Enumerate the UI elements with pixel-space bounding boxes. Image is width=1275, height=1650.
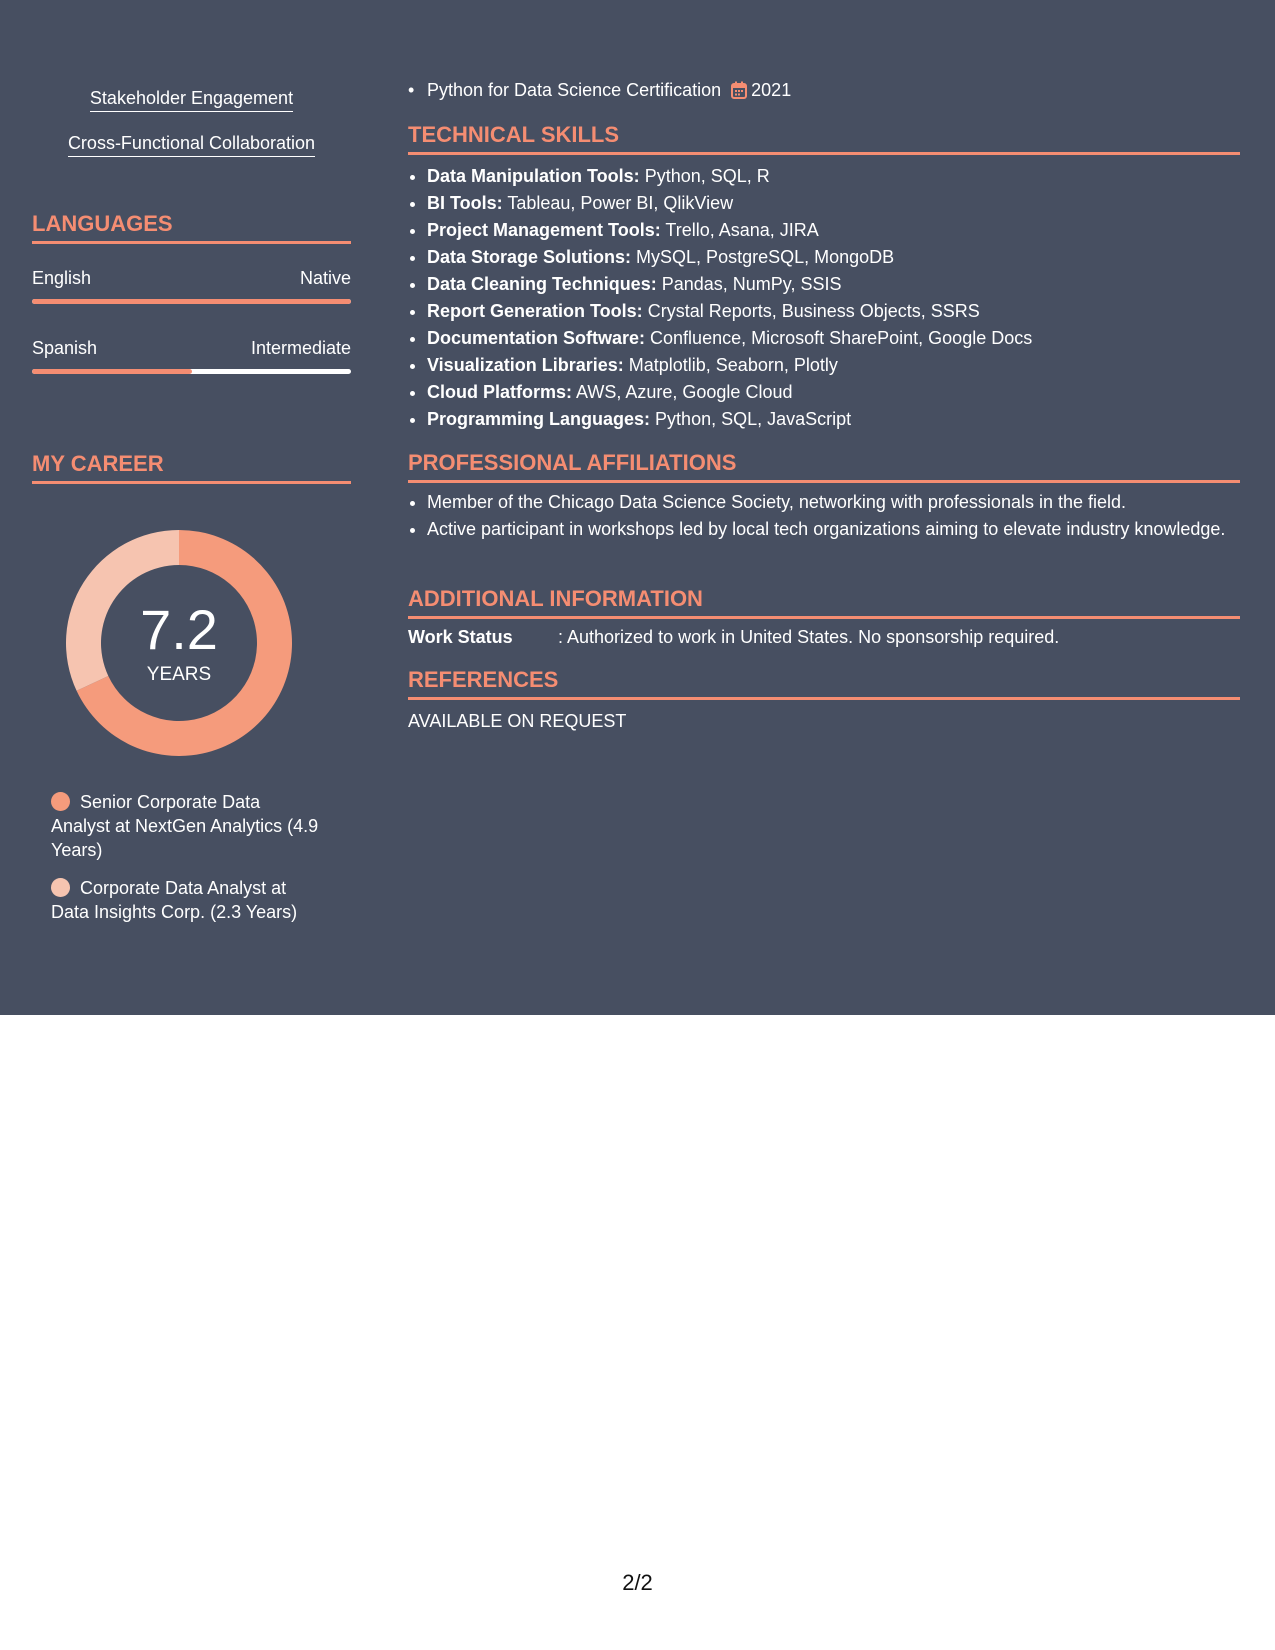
work-status-value: : Authorized to work in United States. No sponsorship required. [558, 627, 1060, 647]
bullet: • [408, 80, 415, 100]
career-donut-chart [66, 530, 292, 756]
list-item [427, 298, 1239, 325]
skill-tag-label: Stakeholder Engagement [90, 88, 293, 112]
references-heading: REFERENCES [408, 667, 1240, 700]
list-item: • Active participant in workshops led by local tech organizations aiming to elevate industry knowledge. [427, 517, 1239, 541]
career-total-years: 7.2 [140, 598, 218, 661]
list-item [427, 163, 1239, 190]
work-status-label: Work Status [408, 627, 513, 647]
language-name: English [32, 268, 92, 288]
calendar-icon [731, 81, 747, 104]
language-proficiency-bar [32, 299, 351, 304]
page-number: 2/2 [622, 1570, 653, 1595]
list-item: • Member of the Chicago Data Science Society, networking with professionals in the field. [427, 490, 1239, 514]
skill-tag [32, 88, 351, 112]
skill-values: Matplotlib, Seaborn, Plotly [628, 355, 838, 375]
skill-category: Documentation Software: [427, 328, 646, 348]
certification-year: 2021 [751, 80, 792, 100]
legend-dot [51, 878, 70, 897]
career-legend-item [51, 790, 321, 862]
skill-category: Visualization Libraries: [427, 355, 624, 375]
skill-values: Tableau, Power BI, QlikView [507, 193, 734, 213]
skill-category: Project Management Tools: [427, 220, 661, 240]
skill-values: Python, SQL, R [644, 166, 770, 186]
language-row [32, 338, 351, 359]
certification-item [408, 80, 791, 104]
career-years-unit: YEARS [146, 664, 212, 685]
skill-values: Crystal Reports, Business Objects, SSRS [647, 301, 980, 321]
language-proficiency-fill [32, 369, 192, 374]
skill-category: Data Storage Solutions: [427, 247, 632, 267]
affiliations-heading: PROFESSIONAL AFFILIATIONS [408, 450, 1240, 483]
list-item [427, 190, 1239, 217]
skill-values: Python, SQL, JavaScript [655, 409, 852, 429]
languages-heading: LANGUAGES [32, 211, 351, 244]
legend-label: Senior Corporate Data Analyst at NextGen Analytics (4.9 Years) [51, 792, 319, 860]
skill-values: Confluence, Microsoft SharePoint, Google Docs [650, 328, 1033, 348]
language-name: Spanish [32, 338, 98, 358]
references-text: AVAILABLE ON REQUEST [408, 711, 627, 731]
language-row [32, 268, 351, 289]
technical-skills-list [408, 163, 1239, 433]
skill-values: Pandas, NumPy, SSIS [661, 274, 842, 294]
list-item [427, 271, 1239, 298]
additional-info-heading: ADDITIONAL INFORMATION [408, 586, 1240, 619]
skill-category: Data Cleaning Techniques: [427, 274, 657, 294]
skill-category: Data Manipulation Tools: [427, 166, 640, 186]
legend-dot [51, 792, 70, 811]
list-item [427, 406, 1239, 433]
affiliations-list [408, 490, 1239, 541]
list-item [427, 352, 1239, 379]
certification-name: Python for Data Science Certification [427, 80, 722, 100]
career-legend-item [51, 876, 321, 924]
skill-tag-label: Cross-Functional Collaboration [68, 133, 315, 157]
skill-category: BI Tools: [427, 193, 503, 213]
skill-category: Report Generation Tools: [427, 301, 643, 321]
skill-tag [32, 133, 351, 157]
work-status-row [408, 627, 1240, 648]
list-item [427, 217, 1239, 244]
skill-values: AWS, Azure, Google Cloud [576, 382, 793, 402]
language-proficiency-fill [32, 299, 351, 304]
skill-category: Programming Languages: [427, 409, 651, 429]
skill-values: Trello, Asana, JIRA [665, 220, 819, 240]
technical-skills-heading: TECHNICAL SKILLS [408, 122, 1240, 155]
language-level: Native [299, 268, 351, 288]
skill-values: MySQL, PostgreSQL, MongoDB [636, 247, 895, 267]
legend-label: Corporate Data Analyst at Data Insights Corp. (2.3 Years) [51, 878, 298, 922]
list-item [427, 244, 1239, 271]
list-item [427, 325, 1239, 352]
career-heading: MY CAREER [32, 451, 351, 484]
language-level: Intermediate [250, 338, 351, 358]
language-proficiency-bar [32, 369, 351, 374]
skill-category: Cloud Platforms: [427, 382, 573, 402]
list-item [427, 379, 1239, 406]
